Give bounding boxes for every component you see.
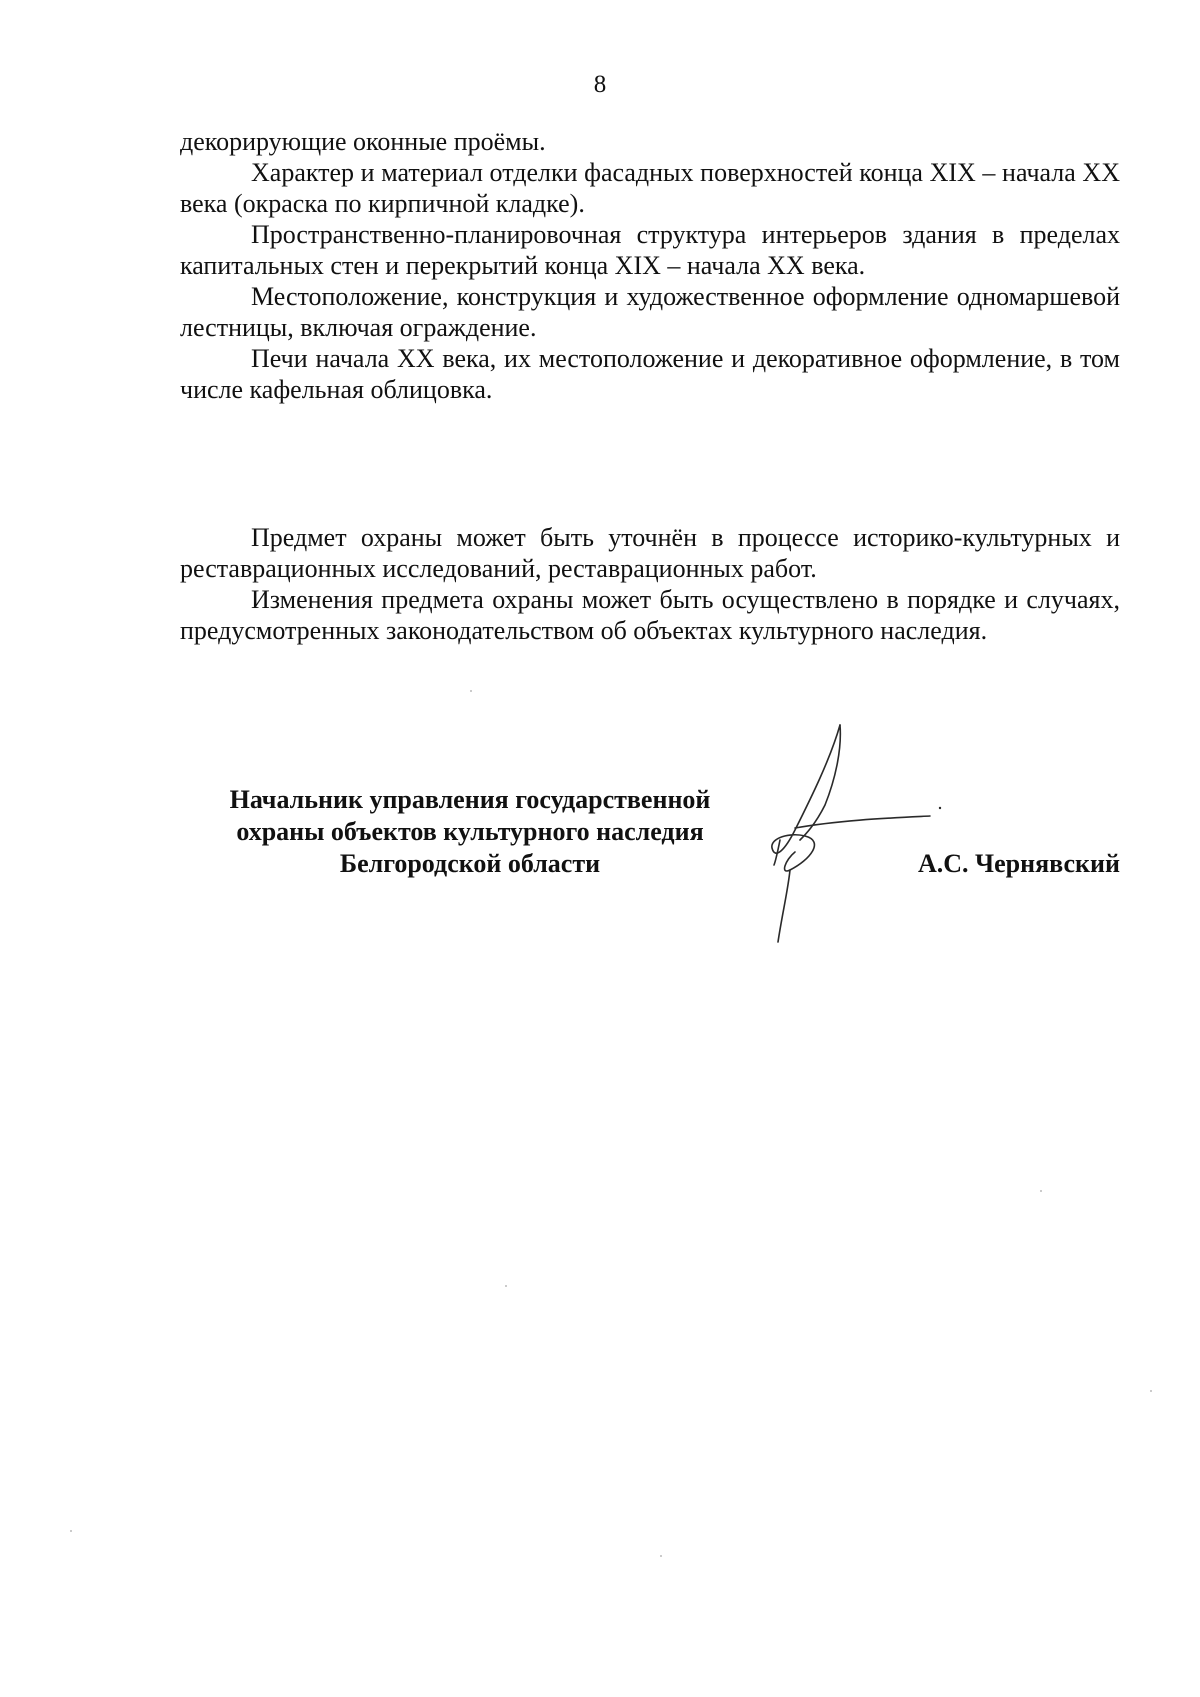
paragraph-changes: Изменения предмета охраны может быть осуществлено в порядке и случаях, предусмотренных законодательством об объектах культурного наследия. [180, 585, 1120, 645]
scan-speck [70, 1530, 72, 1532]
handwritten-signature [750, 720, 970, 950]
paragraph-clarification: Предмет охраны может быть уточнён в процессе историко-культурных и реставрационных исследований, реставрационных работ. [180, 523, 1120, 583]
scan-speck [1150, 1390, 1152, 1392]
scan-speck [470, 690, 472, 692]
signatory-position-line: охраны объектов культурного наследия [236, 817, 704, 846]
signatory-position-line: Начальник управления государственной [229, 785, 711, 814]
scan-speck [505, 1285, 507, 1287]
paragraph-staircase: Местоположение, конструкция и художественное оформление одномаршевой лестницы, включая ограждение. [180, 282, 1120, 342]
closing-notes [180, 522, 1120, 646]
signatory-position [190, 784, 750, 880]
scan-speck [660, 1555, 662, 1557]
signatory-name: А.С. Чернявский [917, 849, 1120, 878]
page-number: 8 [593, 71, 607, 98]
scan-speck [1040, 1190, 1042, 1192]
paragraph-stoves: Печи начала XX века, их местоположение и декоративное оформление, в том числе кафельная облицовка. [180, 344, 1120, 404]
signatory-position-line: Белгородской области [339, 849, 601, 878]
paragraph-interior-structure: Пространственно-планировочная структура интерьеров здания в пределах капитальных стен и перекрытий конца XIX – начала XX века. [180, 220, 1120, 280]
paragraph-continuation: декорирующие оконные проёмы. [180, 127, 546, 156]
paragraph-facade-finish: Характер и материал отделки фасадных поверхностей конца XIX – начала XX века (окраска по кирпичной кладке). [180, 158, 1120, 218]
protected-features-list [180, 126, 1120, 405]
